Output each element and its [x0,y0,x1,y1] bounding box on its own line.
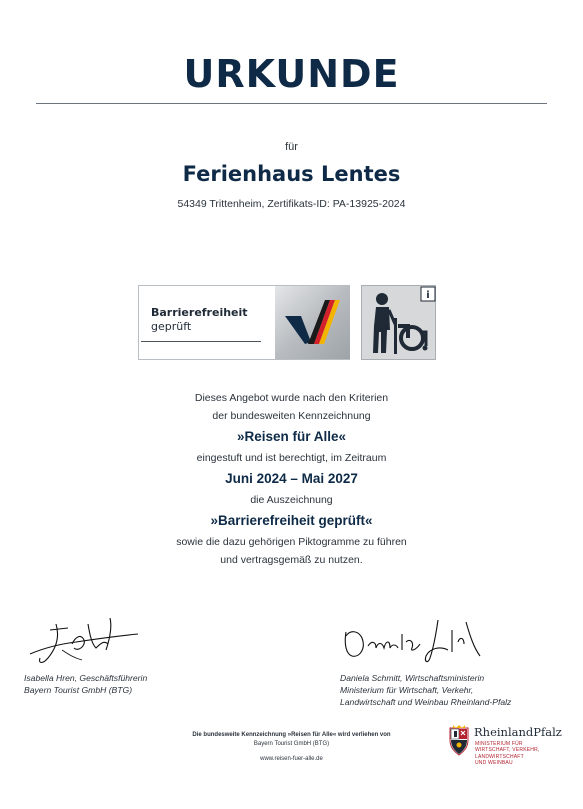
signer-right-name: Daniela Schmitt, Wirtschaftsministerin [340,673,485,683]
badge-text [151,306,248,333]
barrier-free-badge [138,285,350,360]
checkmark-flag-icon [275,286,350,359]
title-divider [36,103,547,104]
signer-right-org-2: Landwirtschaft und Weinbau Rheinland-Pfalz [340,697,512,707]
signature-right [340,612,490,668]
coat-of-arms-icon [448,724,470,756]
signer-left-org: Bayern Tourist GmbH (BTG) [24,685,133,695]
certificate-title: URKUNDE [183,52,400,96]
accessibility-pictogram [361,285,436,360]
walking-aid-and-wheelchair-icon [362,286,437,361]
statement-line-5: sowie die dazu gehörigen Piktogramme zu führen [176,536,407,548]
rlp-ministry-name [475,741,539,766]
info-label: i [426,290,430,301]
validity-period: Juni 2024 – Mai 2027 [225,471,358,486]
rlp-sub-2: WIRTSCHAFT, VERKEHR, [475,747,540,754]
signer-right-org-1: Ministerium für Wirtschaft, Verkehr, [340,685,474,695]
badge-underline [141,341,261,342]
footer-line-2: Bayern Tourist GmbH (BTG) [253,741,330,747]
recipient-address: 54349 Trittenheim, Zertifikats-ID: PA-13925-2024 [177,198,406,210]
statement-line-2: der bundesweiten Kennzeichnung [212,410,371,422]
rlp-sub-4: UND WEINBAU [475,759,513,766]
award-name: »Barrierefreiheit geprüft« [210,513,373,528]
badge-line-1: Barrierefreiheit [151,306,248,319]
footer-url: www.reisen-fuer-alle.de [260,756,323,762]
signature-left [26,614,142,670]
badge-line-2: geprüft [151,320,192,333]
statement-line-6: und vertragsgemäß zu nutzen. [220,554,363,566]
ministry-logo [448,722,562,780]
program-name: »Reisen für Alle« [236,429,347,444]
signature-left-caption [24,672,147,696]
for-label: für [285,141,298,153]
signature-right-caption [340,672,511,708]
statement-line-4: die Auszeichnung [250,494,333,506]
rlp-wordmark: RheinlandPfalz [474,725,562,739]
signer-left-name: Isabella Hren, Geschäftsführerin [24,673,148,683]
rlp-sub-3: LANDWIRTSCHAFT [475,753,524,760]
statement-line-3: eingestuft und ist berechtigt, im Zeitraum [196,452,387,464]
rlp-sub-1: MINISTERIUM FÜR [475,741,523,747]
statement-line-1: Dieses Angebot wurde nach den Kriterien [194,392,389,404]
footer-line-1: Die bundesweite Kennzeichnung »Reisen für Alle« wird verliehen von [192,732,391,738]
recipient-name: Ferienhaus Lentes [182,162,401,186]
